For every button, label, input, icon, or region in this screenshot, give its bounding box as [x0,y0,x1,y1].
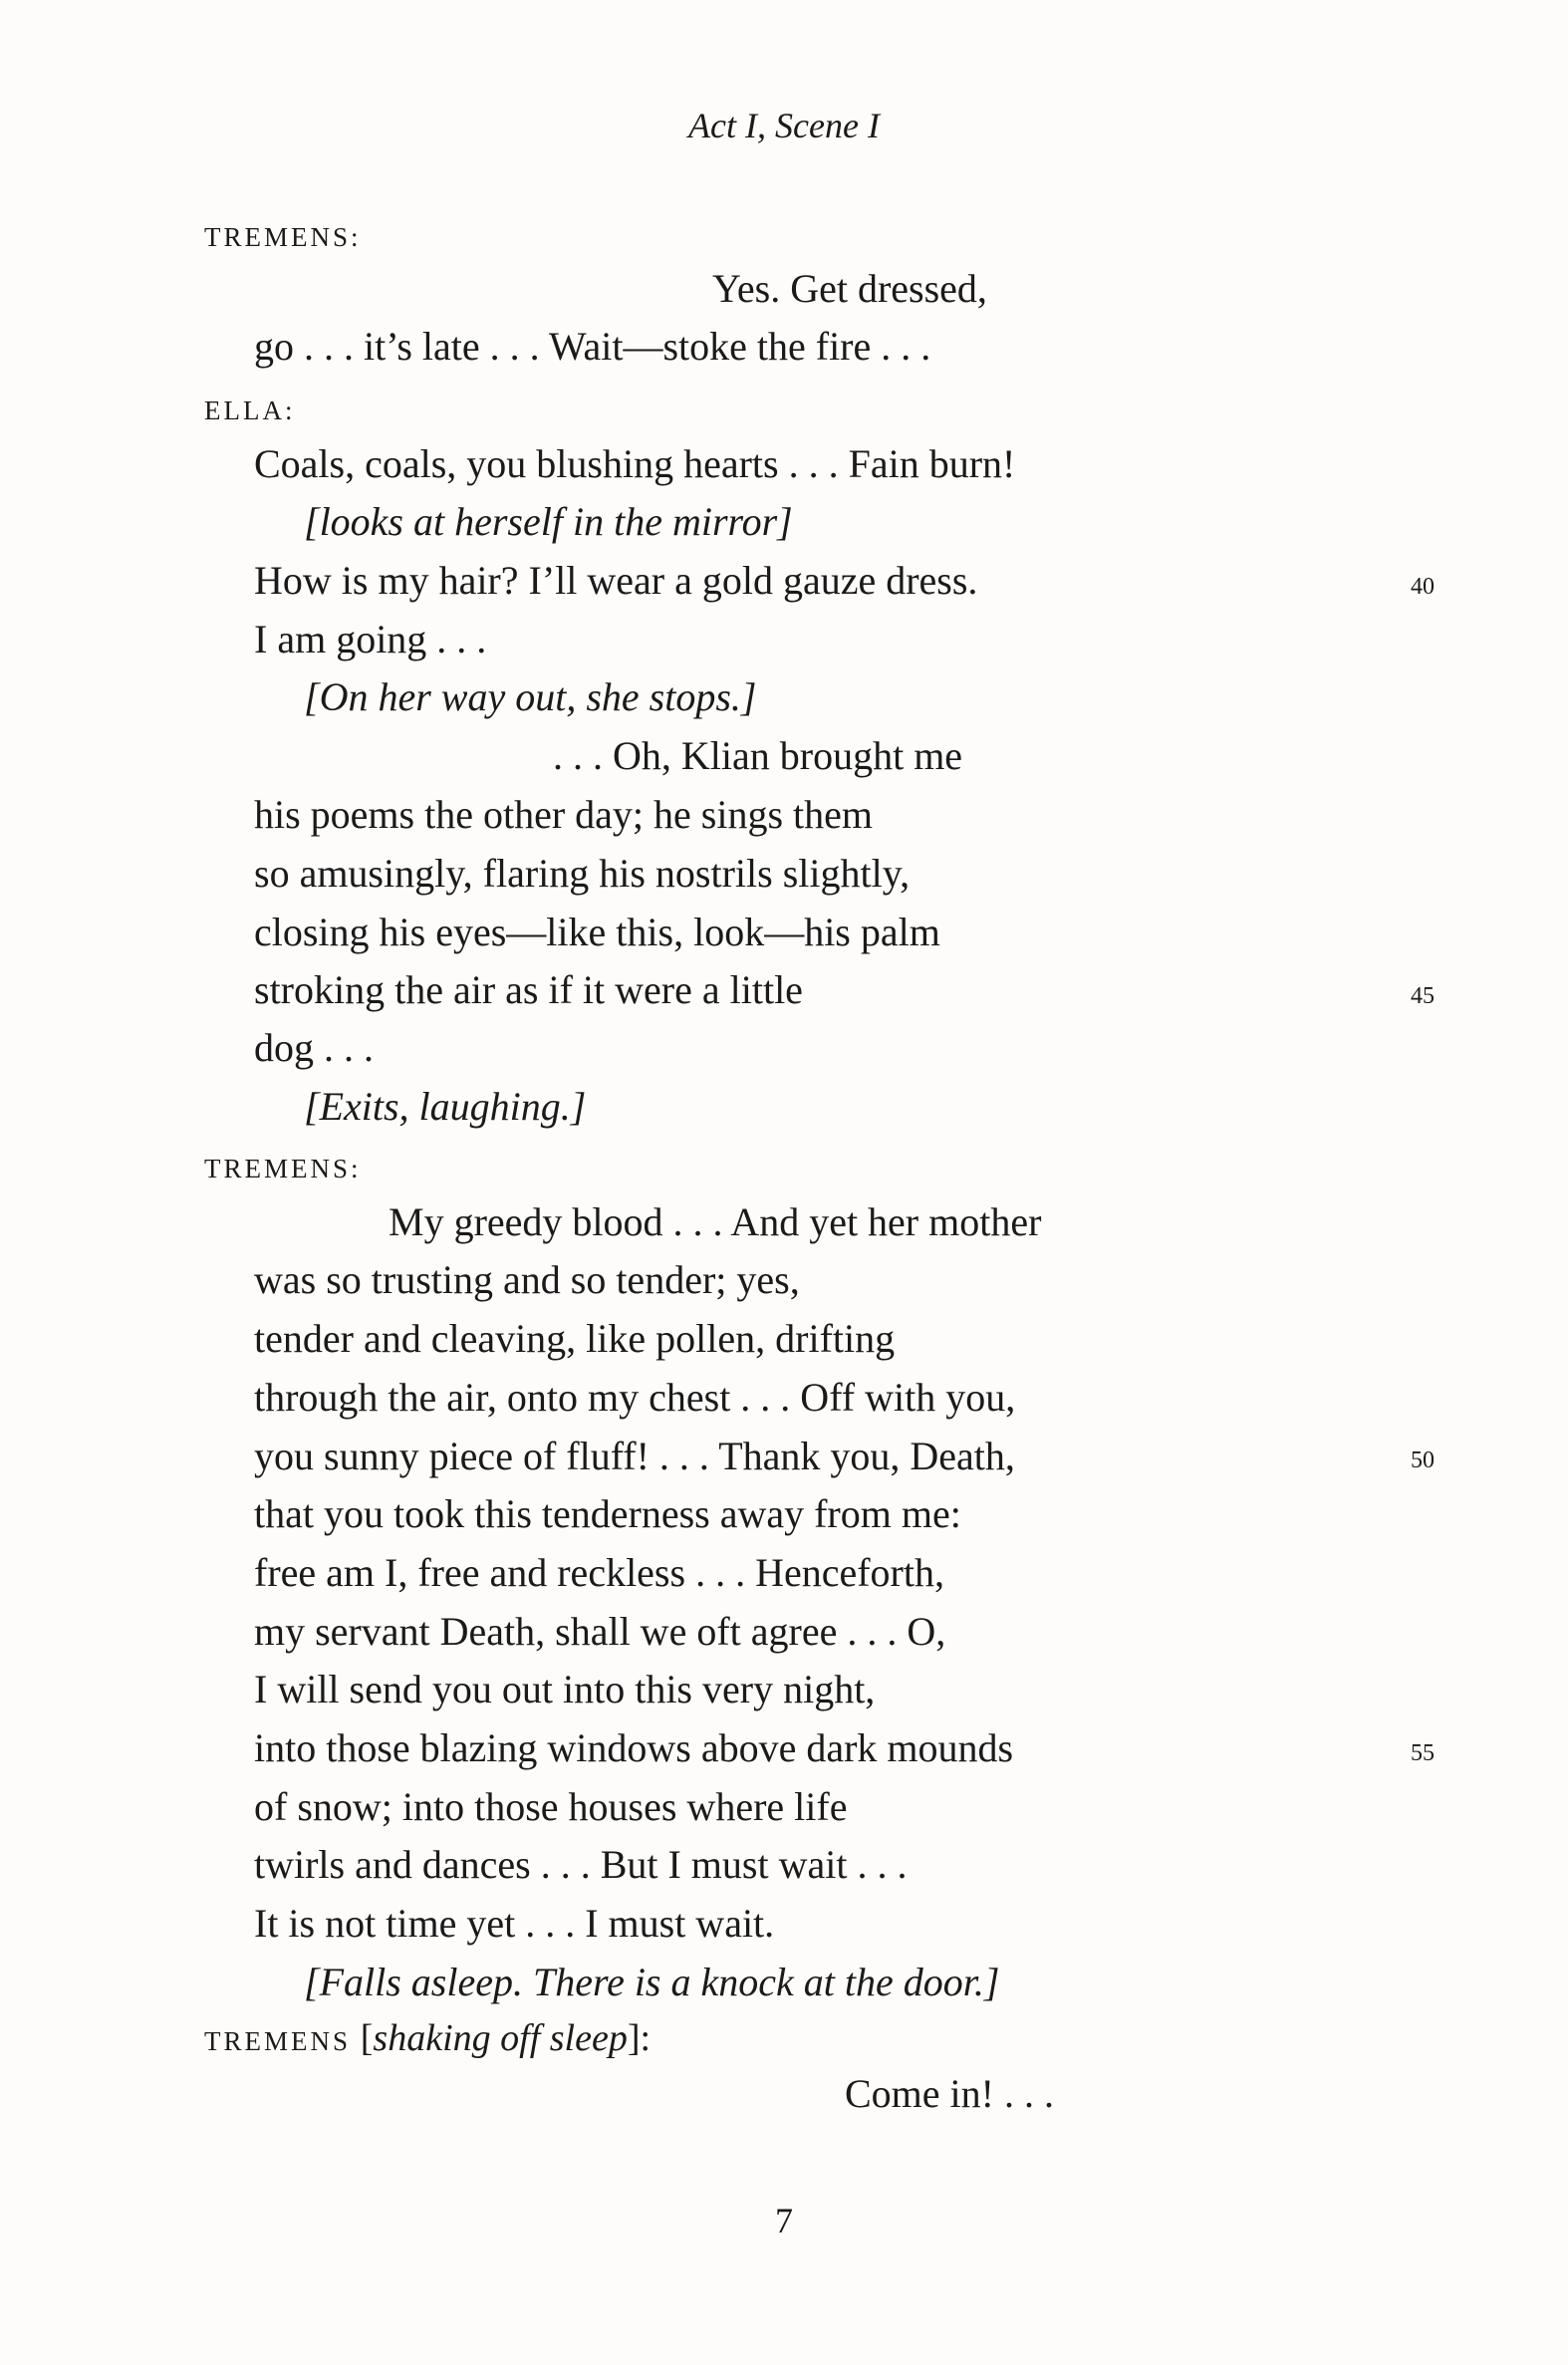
speaker-tremens-2: TREMENS: [204,1154,362,1183]
verse-line: How is my hair? I’ll wear a gold gauze dress. [254,558,978,603]
verse-line: Coals, coals, you blushing hearts . . . Fain burn! [254,441,1016,486]
speaker-direction: shaking off sleep [373,2017,628,2059]
verse-line: . . . Oh, Klian brought me [553,733,963,778]
line-number: 55 [1411,1740,1435,1766]
verse-line: go . . . it’s late . . . Wait—stoke the fire . . . [254,324,931,369]
page-number: 7 [775,2201,793,2240]
verse-line: his poems the other day; he sings them [254,792,874,837]
line-number: 45 [1411,983,1435,1009]
verse-line: Come in! . . . [845,2071,1054,2116]
verse-line: It is not time yet . . . I must wait. [254,1901,775,1946]
speaker-tremens-3 [204,2018,651,2061]
bracket-open: [ [360,2017,374,2059]
verse-line: stroking the air as if it were a little [254,967,803,1012]
verse-line: I am going . . . [254,617,487,661]
running-head: Act I, Scene I [688,106,880,145]
verse-line: tender and cleaving, like pollen, drifting [254,1316,896,1361]
verse-line: Yes. Get dressed, [712,266,987,311]
stage-direction: [Exits, laughing.] [304,1084,587,1129]
verse-line: My greedy blood . . . And yet her mother [389,1199,1042,1244]
verse-line: my servant Death, shall we oft agree . . . O, [254,1609,946,1654]
verse-line: twirls and dances . . . But I must wait . . . [254,1842,908,1887]
verse-line: you sunny piece of fluff! . . . Thank you, Death, [254,1434,1015,1478]
speaker-tremens-1: TREMENS: [204,222,362,252]
verse-line: free am I, free and reckless . . . Henceforth, [254,1550,944,1595]
verse-line: dog . . . [254,1025,374,1070]
verse-line: closing his eyes—like this, look—his palm [254,910,940,954]
verse-line: was so trusting and so tender; yes, [254,1257,800,1302]
verse-line: I will send you out into this very night, [254,1667,876,1711]
verse-line: through the air, onto my chest . . . Off with you, [254,1375,1016,1420]
stage-direction: [Falls asleep. There is a knock at the door.] [304,1960,1000,2004]
speaker-ella: ELLA: [204,395,296,425]
line-number: 40 [1411,574,1435,600]
verse-line: of snow; into those houses where life [254,1784,848,1829]
speaker-name: TREMENS [204,2026,352,2056]
stage-direction: [On her way out, she stops.] [304,674,757,719]
verse-line: so amusingly, flaring his nostrils slightly, [254,851,911,896]
verse-line: into those blazing windows above dark mounds [254,1725,1014,1770]
bracket-close: ]: [627,2017,652,2059]
line-number: 50 [1411,1447,1435,1473]
verse-line: that you took this tenderness away from me: [254,1491,961,1536]
stage-direction: [looks at herself in the mirror] [304,499,793,544]
